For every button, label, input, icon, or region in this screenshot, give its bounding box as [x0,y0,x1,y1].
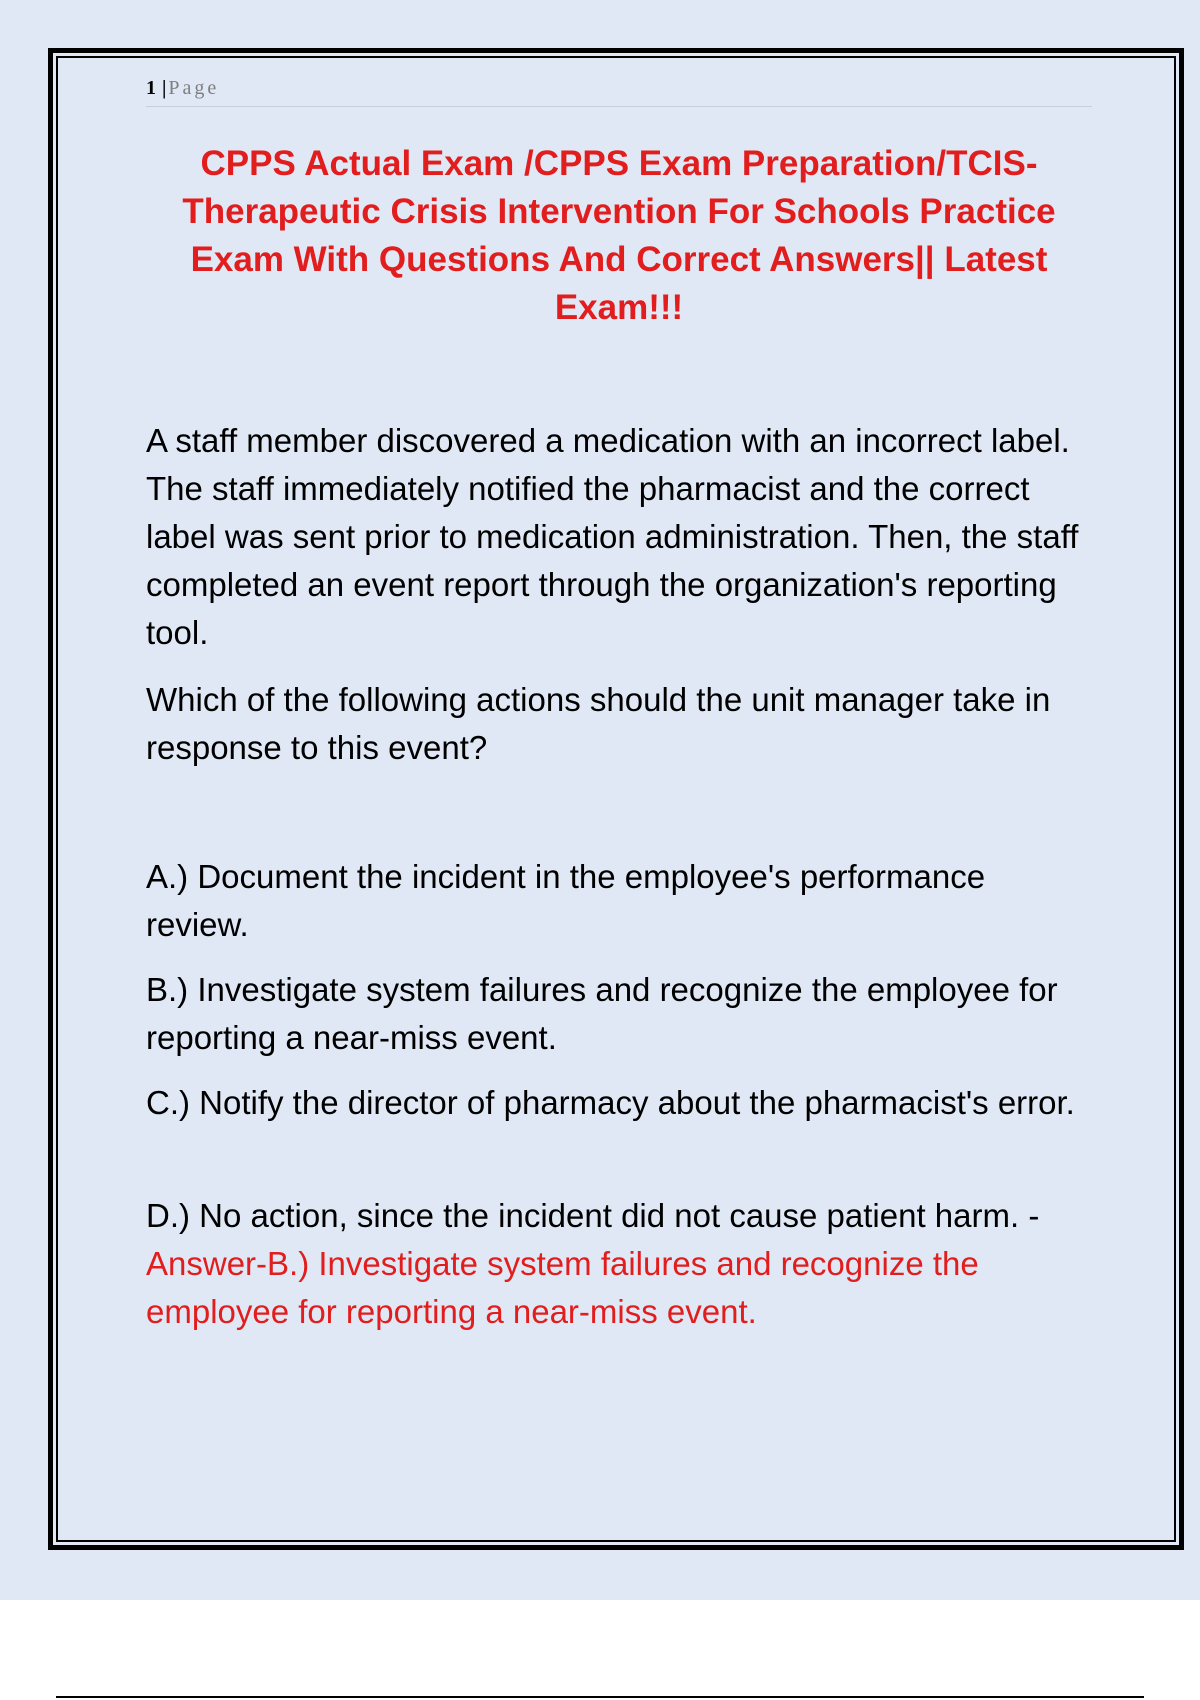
question-scenario: A staff member discovered a medication with an incorrect label. The staff immediately notified the pharmacist and the correct label was sent prior to medication administration. Then, the staff completed an event report through the organization's reporting tool. [146,422,1079,651]
page-number: 1 [146,77,156,99]
option-b: B.) Investigate system failures and recognize the employee for reporting a near-miss event. [146,971,1058,1056]
option-c: C.) Notify the director of pharmacy about the pharmacist's error. [146,1084,1075,1121]
question-prompt: Which of the following actions should the unit manager take in response to this event? [146,681,1051,766]
correct-answer: Answer-B.) Investigate system failures and recognize the employee for reporting a near-miss event. [146,1245,979,1330]
document-title: CPPS Actual Exam /CPPS Exam Preparation/TCIS-Therapeutic Crisis Intervention For Schools Practice Exam With Questions And Correct Answers|| Latest Exam!!! [182,144,1056,327]
option-d: D.) No action, since the incident did not cause patient harm. - [146,1197,1040,1234]
page-label: Page [168,77,220,99]
bottom-rule [56,1696,1144,1698]
option-d-with-answer [146,1192,1092,1336]
option-a: A.) Document the incident in the employee's performance review. [146,858,986,943]
page-header [146,74,1092,107]
page-separator: | [162,77,167,99]
